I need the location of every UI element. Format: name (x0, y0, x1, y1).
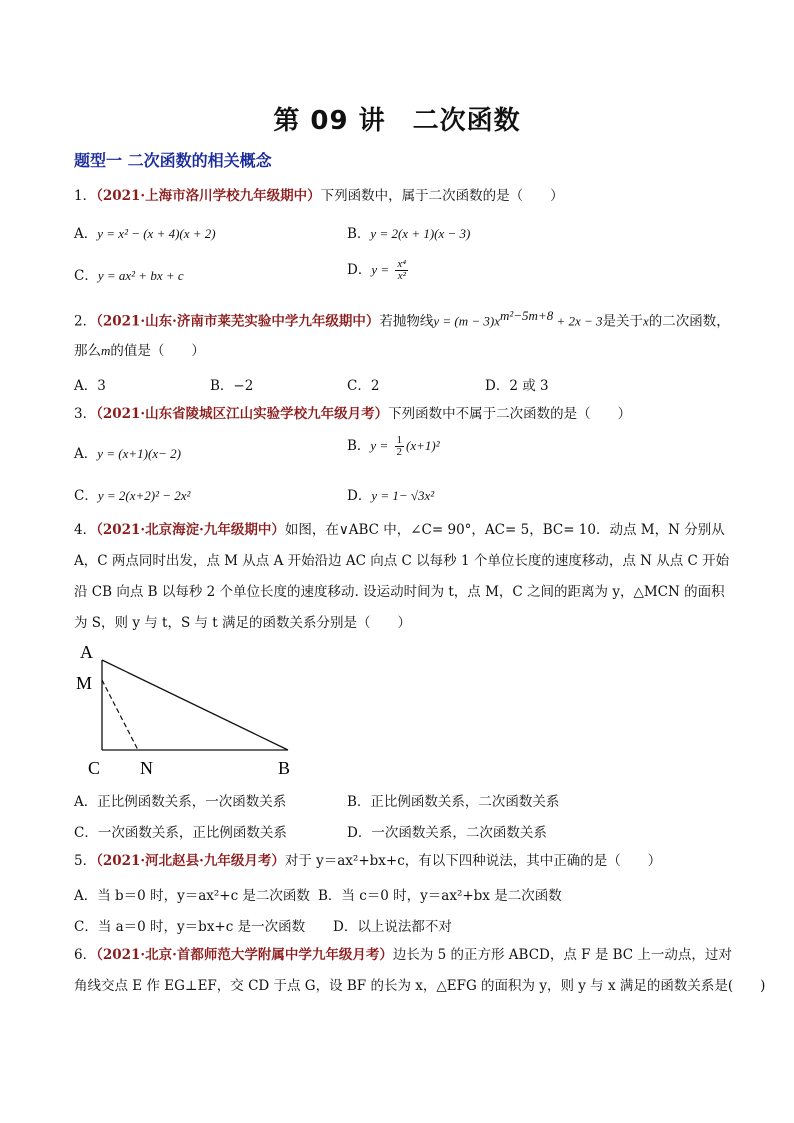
q3-source: （2021·山东省陵城区江山实验学校九年级月考） (96, 406, 389, 422)
q1-option-d[interactable] (347, 258, 410, 282)
q5-text: 对于 y＝ax²+bx+c，有以下四种说法，其中正确的是（ ） (284, 853, 662, 869)
q4-source: （2021·北京海淀·九年级期中） (96, 522, 285, 538)
q2-number: 2． (74, 313, 97, 330)
q1-b-label: B． (347, 226, 371, 242)
q3-option-b[interactable] (347, 434, 440, 458)
q1-option-c[interactable] (74, 264, 184, 284)
q3-b-label: B． (347, 438, 371, 454)
segment-mn (102, 680, 138, 750)
q4-line-3: 沿 CB 向点 B 以每秒 2 个单位长度的速度移动. 设运动时间为 t，点 M，C 之间的距离为 y，△MCN 的面积 (74, 584, 725, 600)
q2-line2-post: 的值是（ ） (110, 343, 205, 359)
q3-d-label: D． (347, 488, 372, 504)
q5-option-c[interactable]: C．当 a＝0 时，y＝bx+c 是一次函数 (74, 919, 306, 935)
label-c: C (88, 758, 101, 778)
question-3 (74, 404, 631, 424)
label-n: N (140, 758, 153, 778)
q1-d-fraction (395, 259, 408, 282)
q5-option-a[interactable]: A．当 b＝0 时，y＝ax²+c 是二次函数 (74, 888, 310, 904)
label-b: B (278, 758, 291, 778)
section-heading: 题型一 二次函数的相关概念 (74, 151, 272, 170)
q3-b-post: (x+1)² (406, 438, 440, 453)
side-ab (102, 660, 288, 750)
question-1 (74, 186, 564, 206)
q1-text: 下列函数中，属于二次函数的是（ ） (320, 188, 564, 204)
q2-var: x (643, 313, 649, 329)
question-4 (74, 520, 725, 540)
q6-line-1: 边长为 5 的正方形 ABCD，点 F 是 BC 上一动点，过对 (392, 947, 732, 963)
q3-a-label: A． (74, 446, 98, 462)
page-title: 第 09 讲 二次函数 (273, 106, 521, 136)
q4-option-a[interactable]: A．正比例函数关系，一次函数关系 (74, 794, 287, 810)
q3-number: 3． (74, 406, 97, 422)
q3-text: 下列函数中不属于二次函数的是（ ） (388, 406, 632, 422)
q1-number: 1． (74, 188, 97, 204)
q2-option-c[interactable]: C．2 (347, 378, 380, 394)
label-a: A (80, 642, 93, 662)
q3-option-d[interactable] (347, 484, 434, 504)
right-triangle-figure (70, 638, 310, 783)
q2-text-pre: 若抛物线 (379, 313, 434, 330)
label-m: M (76, 673, 93, 693)
q2-source: （2021·山东·济南市莱芜实验中学九年级期中） (96, 313, 380, 330)
q3-c-label: C． (74, 488, 98, 504)
q1-c-label: C． (74, 268, 98, 284)
q2-option-b[interactable]: B．−2 (210, 378, 254, 394)
q3-c-expr: y = 2(x+2)² − 2x² (97, 488, 191, 503)
q1-d-denominator: x² (397, 270, 406, 282)
q4-option-b[interactable]: B．正比例函数关系，二次函数关系 (347, 794, 560, 810)
q2-line-2 (74, 341, 205, 361)
q3-b-denominator: 2 (396, 446, 403, 458)
q2-line2-var: m (101, 343, 111, 358)
q1-option-b[interactable] (347, 222, 470, 242)
q5-option-b[interactable]: B．当 c＝0 时，y＝ax²+bx 是二次函数 (318, 888, 562, 904)
q1-a-label: A． (74, 226, 98, 242)
q4-option-c[interactable]: C．一次函数关系，正比例函数关系 (74, 825, 287, 841)
q6-line-2: 角线交点 E 作 EG⊥EF，交 CD 于点 G，设 BF 的长为 x，△EFG 的面积为 y，则 y 与 x 满足的函数关系是( ) (74, 978, 766, 994)
q1-d-pre: y = (371, 262, 390, 277)
q2-option-d[interactable]: D．2 或 3 (485, 378, 549, 394)
q3-option-c[interactable] (74, 484, 190, 504)
q3-b-numerator: 1 (396, 434, 403, 446)
q1-d-label: D． (347, 262, 372, 278)
q4-line-2: A，C 两点同时出发，点 M 从点 A 开始沿边 AC 向点 C 以每秒 1 个单位长度的速度移动，点 N 从点 C 开始 (74, 553, 730, 569)
question-5 (74, 851, 661, 871)
q1-b-expr: y = 2(x + 1)(x − 3) (370, 226, 471, 241)
question-2 (74, 306, 730, 332)
q2-option-a[interactable]: A．3 (74, 378, 106, 394)
q4-line-4: 为 S，则 y 与 t，S 与 t 满足的函数关系分别是（ ） (74, 615, 412, 631)
q1-a-expr: y = x² − (x + 4)(x + 2) (97, 226, 216, 241)
q1-d-numerator: x⁴ (397, 258, 407, 270)
q2-text-end: 的二次函数， (648, 313, 730, 330)
q3-b-pre: y = (370, 438, 389, 453)
q3-d-expr: y = 1− √3x² (371, 488, 435, 503)
q6-number: 6． (74, 947, 97, 963)
q4-option-d[interactable]: D．一次函数关系，二次函数关系 (347, 825, 547, 841)
q6-source: （2021·北京·首都师范大学附属中学九年级月考） (96, 947, 393, 963)
q2-exponent: m²−5m+8 (499, 308, 554, 323)
question-6 (74, 945, 732, 965)
q1-source: （2021·上海市洛川学校九年级期中） (96, 188, 321, 204)
q1-option-a[interactable] (74, 222, 216, 242)
q1-c-expr: y = ax² + bx + c (97, 268, 184, 283)
q3-option-a[interactable] (74, 442, 181, 462)
q2-text-post: 是关于 (602, 313, 644, 330)
q4-number: 4． (74, 522, 97, 538)
q3-b-fraction (395, 435, 405, 458)
q2-line2-pre: 那么 (74, 343, 101, 359)
q2-expr: y = (m − 3)x (433, 313, 500, 329)
q4-line-1: 如图，在∨ABC 中，∠C= 90°，AC= 5，BC= 10．动点 M，N 分别从 (284, 522, 725, 538)
q5-number: 5． (74, 853, 97, 869)
q3-a-expr: y = (x+1)(x− 2) (97, 446, 181, 461)
q5-source: （2021·河北赵县·九年级月考） (96, 853, 285, 869)
q5-option-d[interactable]: D．以上说法都不对 (333, 919, 452, 935)
q2-expr-post: + 2x − 3 (553, 313, 603, 329)
